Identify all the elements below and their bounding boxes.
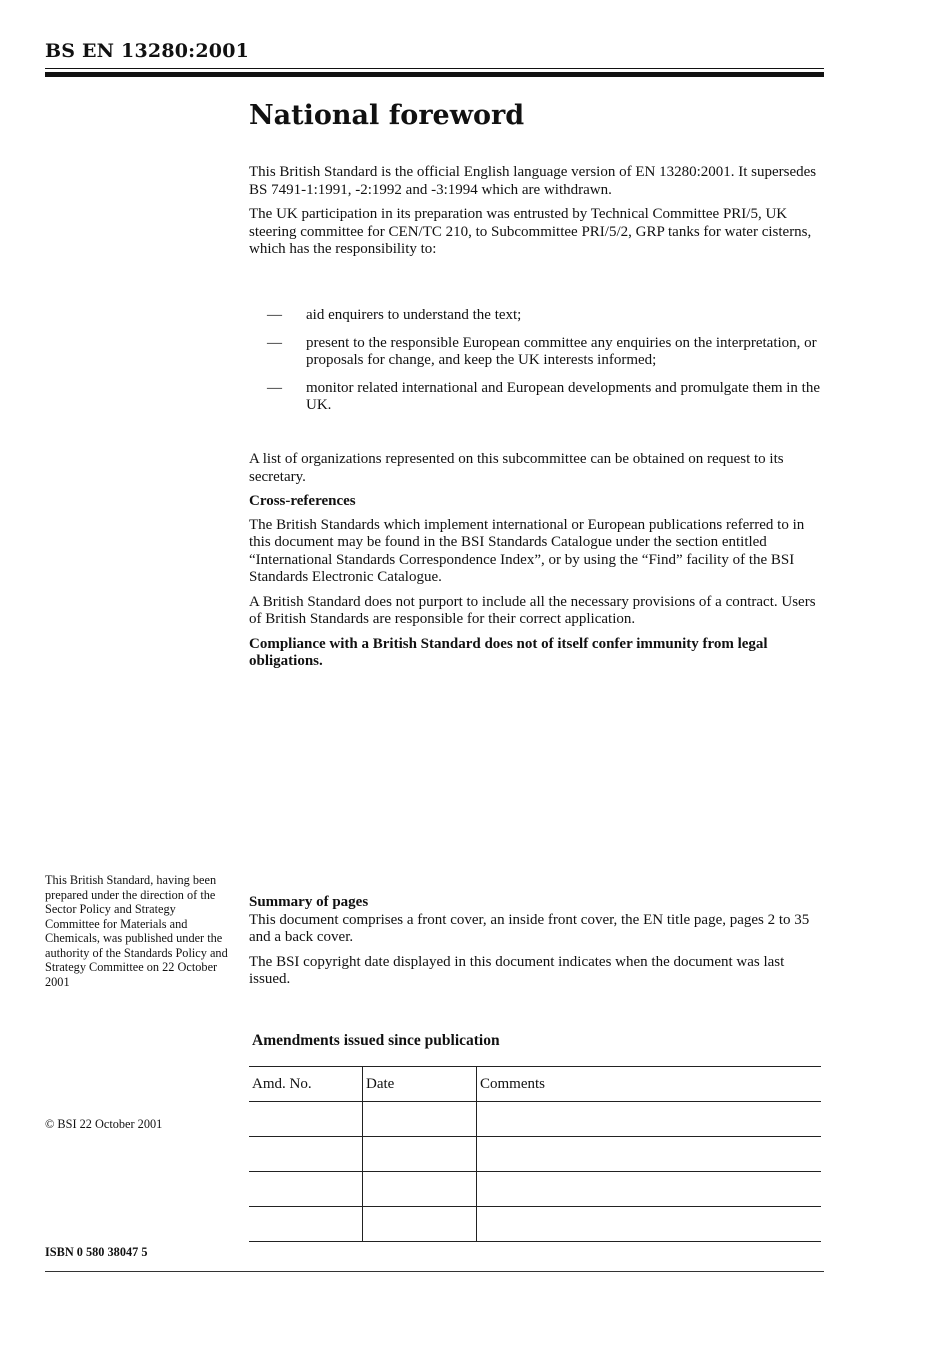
table-row xyxy=(249,1172,821,1207)
list-item xyxy=(249,380,824,415)
list-item-text: monitor related international and European developments and promulgate them in the UK. xyxy=(306,379,821,413)
isbn-number: ISBN 0 580 38047 5 xyxy=(45,1245,148,1259)
intro-paragraph-2: The UK participation in its preparation was entrusted by Technical Committee PRI/5, UK steering committee for CEN/TC 210, to Subcommittee PRI/5/2, GRP tanks for water cisterns, which has the responsibility to: xyxy=(249,206,812,257)
table-row xyxy=(249,1102,821,1137)
summary-paragraph-1: This document comprises a front cover, an inside front cover, the EN title page, pages 2 to 35 and a back cover. xyxy=(249,911,810,945)
cross-references-heading: Cross-references xyxy=(249,493,356,509)
foreword-body-continued xyxy=(249,451,824,678)
authority-side-note: This British Standard, having been prepared under the direction of the Sector Policy and Strategy Committee for Materials and Chemicals, was published under the authority of the Standards Policy and Strategy Committee on 22 October 2001 xyxy=(45,873,228,989)
dash-marker: — xyxy=(267,307,282,323)
table-row xyxy=(249,1207,821,1242)
amendments-title: Amendments issued since publication xyxy=(252,1032,500,1049)
compliance-statement: Compliance with a British Standard does not of itself confer immunity from legal obligations. xyxy=(249,635,768,669)
column-header-date: Date xyxy=(363,1067,477,1102)
summary-paragraph-2: The BSI copyright date displayed in this document indicates when the document was last issued. xyxy=(249,953,785,987)
list-item-text: present to the responsible European committee any enquiries on the interpretation, or proposals for change, and keep the UK interests informed; xyxy=(306,334,817,368)
page-title: National foreword xyxy=(249,100,525,131)
dash-marker: — xyxy=(267,379,282,396)
list-item xyxy=(249,307,824,325)
responsibilities-list xyxy=(249,307,824,415)
amendments-table xyxy=(249,1066,821,1242)
table-cell xyxy=(363,1137,477,1172)
header-rule-thin xyxy=(45,68,824,69)
table-cell xyxy=(477,1102,822,1137)
table-cell xyxy=(249,1172,363,1207)
table-cell xyxy=(477,1172,822,1207)
column-header-comments: Comments xyxy=(477,1067,822,1102)
intro-paragraph-1: This British Standard is the official English language version of EN 13280:2001. It supersedes BS 7491-1:1991, -2:1992 and -3:1994 which are withdrawn. xyxy=(249,164,817,198)
cross-references-paragraph-2: A British Standard does not purport to include all the necessary provisions of a contract. Users of British Standards are responsible for their correct application. xyxy=(249,593,816,627)
responsibilities-list-block xyxy=(249,307,824,425)
list-item-text: aid enquirers to understand the text; xyxy=(306,307,522,323)
summary-of-pages xyxy=(249,894,824,996)
dash-marker: — xyxy=(267,334,282,351)
copyright-notice: © BSI 22 October 2001 xyxy=(45,1117,163,1131)
document-number: BS EN 13280:2001 xyxy=(45,40,250,62)
table-cell xyxy=(363,1172,477,1207)
header-rule-thick xyxy=(45,72,824,77)
table-cell xyxy=(249,1102,363,1137)
table-header-row xyxy=(249,1067,821,1102)
column-header-amd-no: Amd. No. xyxy=(249,1067,363,1102)
table-cell xyxy=(249,1137,363,1172)
table-cell xyxy=(363,1207,477,1242)
organizations-paragraph: A list of organizations represented on this subcommittee can be obtained on request to its secretary. xyxy=(249,451,784,485)
table-cell xyxy=(477,1207,822,1242)
table-cell xyxy=(477,1137,822,1172)
foreword-body xyxy=(249,164,824,266)
summary-heading: Summary of pages xyxy=(249,894,369,910)
table-row xyxy=(249,1137,821,1172)
list-item xyxy=(249,335,824,370)
table-cell xyxy=(363,1102,477,1137)
footer-rule xyxy=(45,1271,824,1272)
cross-references-paragraph-1: The British Standards which implement international or European publications referred to in this document may be found in the BSI Standards Catalogue under the section entitled “International Standards Correspondence Index”, or by using the “Find” facility of the BSI Standards Electronic Catalogue. xyxy=(249,516,805,585)
table-cell xyxy=(249,1207,363,1242)
